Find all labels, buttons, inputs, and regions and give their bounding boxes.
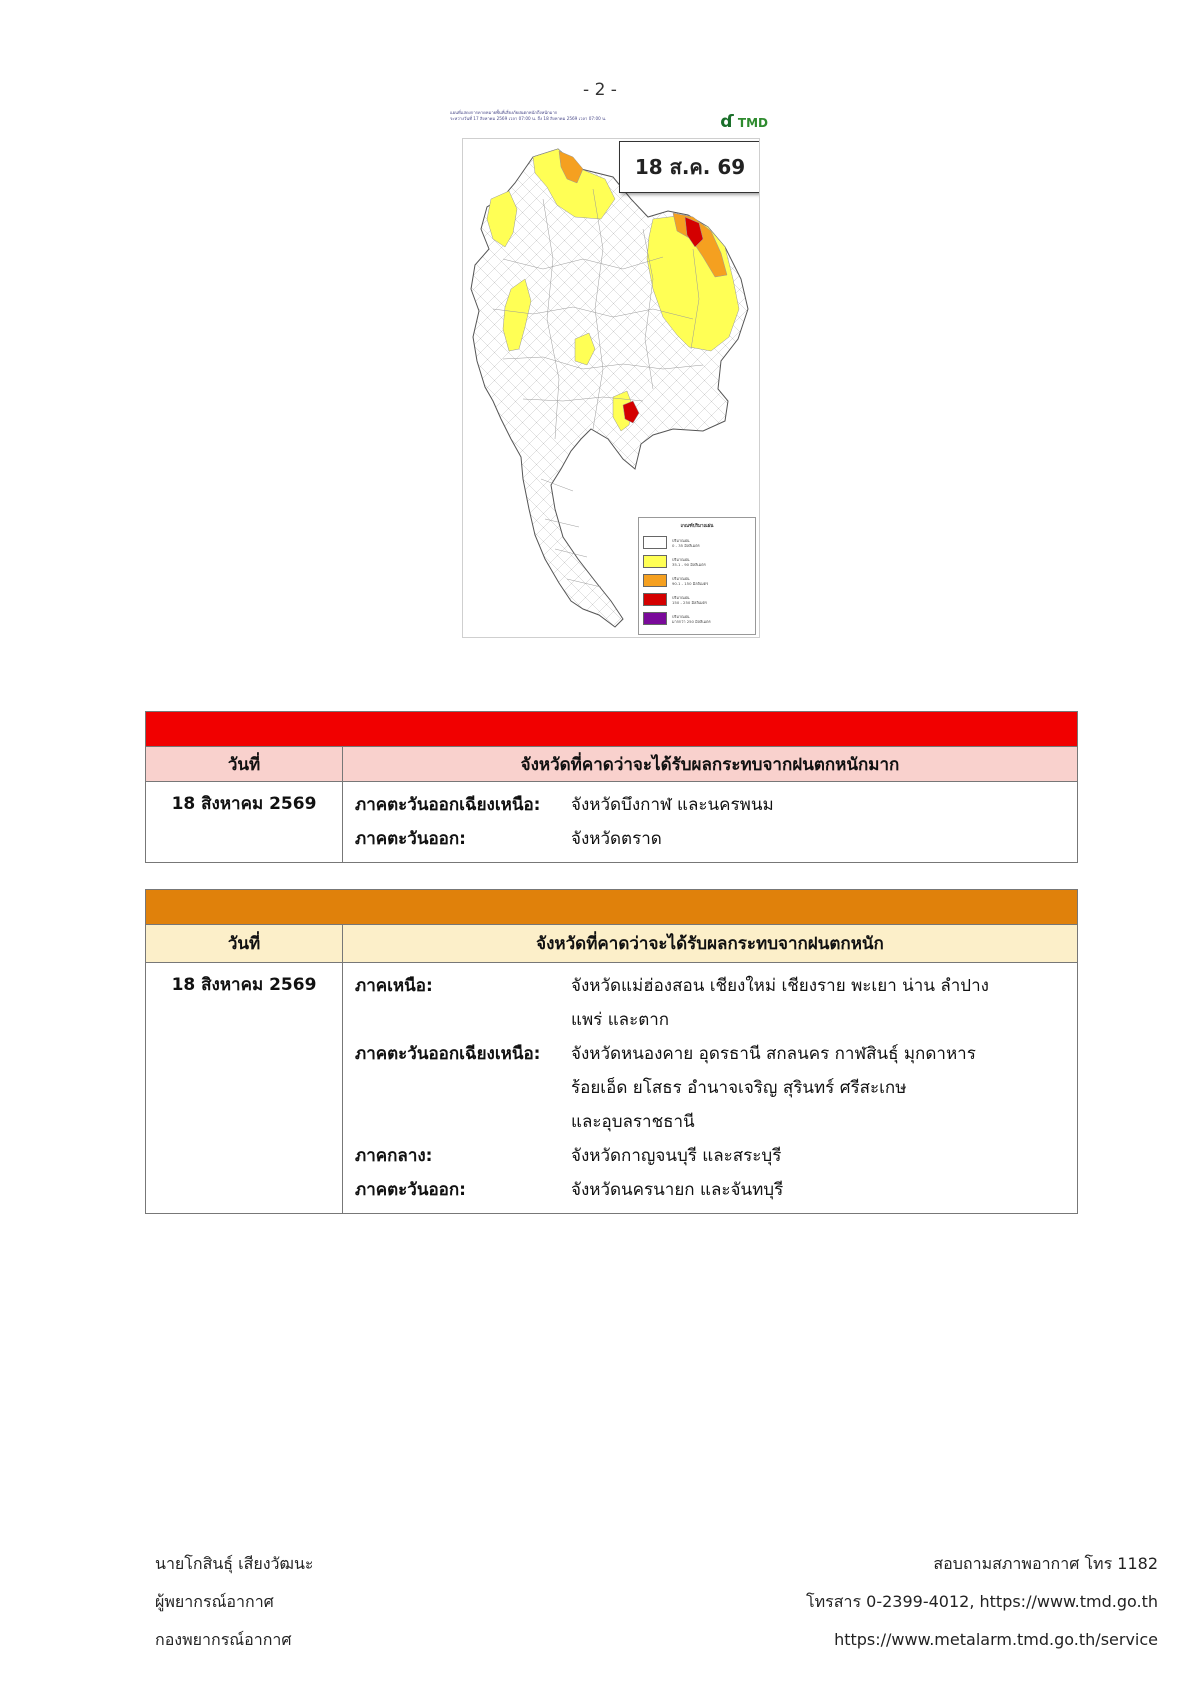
metalarm-link[interactable]: https://www.metalarm.tmd.go.th/service (834, 1630, 1158, 1649)
legend-line: ปริมาณฝน (672, 537, 690, 543)
region-row (343, 1037, 1077, 1139)
legend-line: ปริมาณฝน (672, 575, 690, 581)
legend-swatch (643, 555, 667, 568)
legend-swatch (643, 593, 667, 606)
footer-signature (155, 1545, 314, 1659)
map-legend (638, 517, 756, 635)
tmd-logo: ɗ TMD (720, 112, 768, 132)
region-row (343, 822, 1077, 856)
region-label: ภาคตะวันออก: (355, 829, 466, 849)
province-line: จังหวัดกาญจนบุรี และสระบุรี (571, 1146, 782, 1166)
region-row (343, 1139, 1077, 1173)
region-label: ภาคตะวันออกเฉียงเหนือ: (355, 795, 541, 815)
legend-line: ปริมาณฝน (672, 594, 690, 600)
forecast-date: 18 สิงหาคม 2569 (146, 782, 343, 863)
province-line: จังหวัดแม่ฮ่องสอน เชียงใหม่ เชียงราย พะเยา น่าน ลำปาง (571, 976, 989, 996)
province-cell (343, 782, 1078, 863)
forecaster-name: นายโกสินธุ์ เสียงวัฒนะ (155, 1554, 314, 1573)
province-list: จังหวัดตราด (571, 829, 662, 849)
legend-item (643, 552, 751, 571)
map-frame (462, 138, 760, 638)
col-header-provinces: จังหวัดที่คาดว่าจะได้รับผลกระทบจากฝนตกหนักมาก (343, 747, 1078, 782)
province-line: จังหวัดหนองคาย อุดรธานี สกลนคร กาฬสินธุ์ มุกดาหาร (571, 1044, 976, 1064)
legend-line: 35.1 - 90 มิลลิเมตร (672, 561, 706, 567)
footer-contact (806, 1545, 1158, 1659)
province-list (571, 1037, 1077, 1139)
legend-item (643, 571, 751, 590)
legend-item (643, 609, 751, 628)
region-row (343, 1173, 1077, 1207)
province-list (571, 969, 1077, 1037)
legend-title: เกณฑ์ปริมาณฝน (680, 524, 714, 529)
forecast-date: 18 สิงหาคม 2569 (146, 963, 343, 1214)
legend-item (643, 533, 751, 552)
forecaster-title: ผู้พยากรณ์อากาศ (155, 1592, 274, 1611)
page-number: - 2 - (583, 80, 617, 100)
province-line: ร้อยเอ็ด ยโสธร อำนาจเจริญ สุรินทร์ ศรีสะเกษ (571, 1078, 907, 1098)
hotline-text: สอบถามสภาพอากาศ โทร 1182 (933, 1554, 1158, 1573)
map-header-line-2: ระหว่างวันที่ 17 สิงหาคม 2569 เวลา 07:00 น. ถึง 18 สิงหาคม 2569 เวลา 07:00 น. (450, 116, 607, 121)
province-line: และอุบลราชธานี (571, 1112, 695, 1132)
very-heavy-rain-table (145, 711, 1078, 863)
region-row (343, 969, 1077, 1037)
province-list (571, 1139, 1077, 1173)
region-row (343, 788, 1077, 822)
legend-line: 0 - 35 มิลลิเมตร (672, 542, 700, 548)
very-heavy-color-band (146, 712, 1078, 747)
col-header-date: วันที่ (146, 747, 343, 782)
legend-item (643, 590, 751, 609)
legend-line: 150 - 250 มิลลิเมตร (672, 599, 707, 605)
map-header (450, 110, 772, 136)
legend-line: มากกว่า 250 มิลลิเมตร (672, 618, 711, 624)
province-list: จังหวัดบึงกาฬ และนครพนม (571, 795, 774, 815)
tmd-logo-text: TMD (737, 116, 768, 130)
province-cell (343, 963, 1078, 1214)
col-header-provinces: จังหวัดที่คาดว่าจะได้รับผลกระทบจากฝนตกหนัก (343, 925, 1078, 963)
region-label: ภาคตะวันออก: (355, 1180, 466, 1200)
province-list (571, 1173, 1077, 1207)
legend-line: ปริมาณฝน (672, 613, 690, 619)
legend-line: ปริมาณฝน (672, 556, 690, 562)
fax-web-text[interactable]: โทรสาร 0-2399-4012, https://www.tmd.go.th (806, 1592, 1158, 1611)
heavy-color-band (146, 890, 1078, 925)
region-label: ภาคตะวันออกเฉียงเหนือ: (355, 1044, 541, 1064)
rain-risk-map (450, 110, 772, 640)
heavy-rain-table (145, 889, 1078, 1214)
region-label: ภาคเหนือ: (355, 976, 433, 996)
map-header-line-1: แผนที่แสดงการคาดหมายพื้นที่เสี่ยงภัยฝนตกหนักถึงหนักมาก (450, 110, 558, 115)
legend-swatch (643, 536, 667, 549)
division-name: กองพยากรณ์อากาศ (155, 1630, 292, 1649)
region-label: ภาคกลาง: (355, 1146, 433, 1166)
legend-swatch (643, 574, 667, 587)
map-date-label: 18 ส.ค. 69 (619, 141, 760, 193)
col-header-date: วันที่ (146, 925, 343, 963)
province-line: แพร่ และตาก (571, 1010, 670, 1030)
province-line: จังหวัดนครนายก และจันทบุรี (571, 1180, 784, 1200)
legend-swatch (643, 612, 667, 625)
legend-line: 90.1 - 150 มิลลิเมตร (672, 580, 709, 586)
